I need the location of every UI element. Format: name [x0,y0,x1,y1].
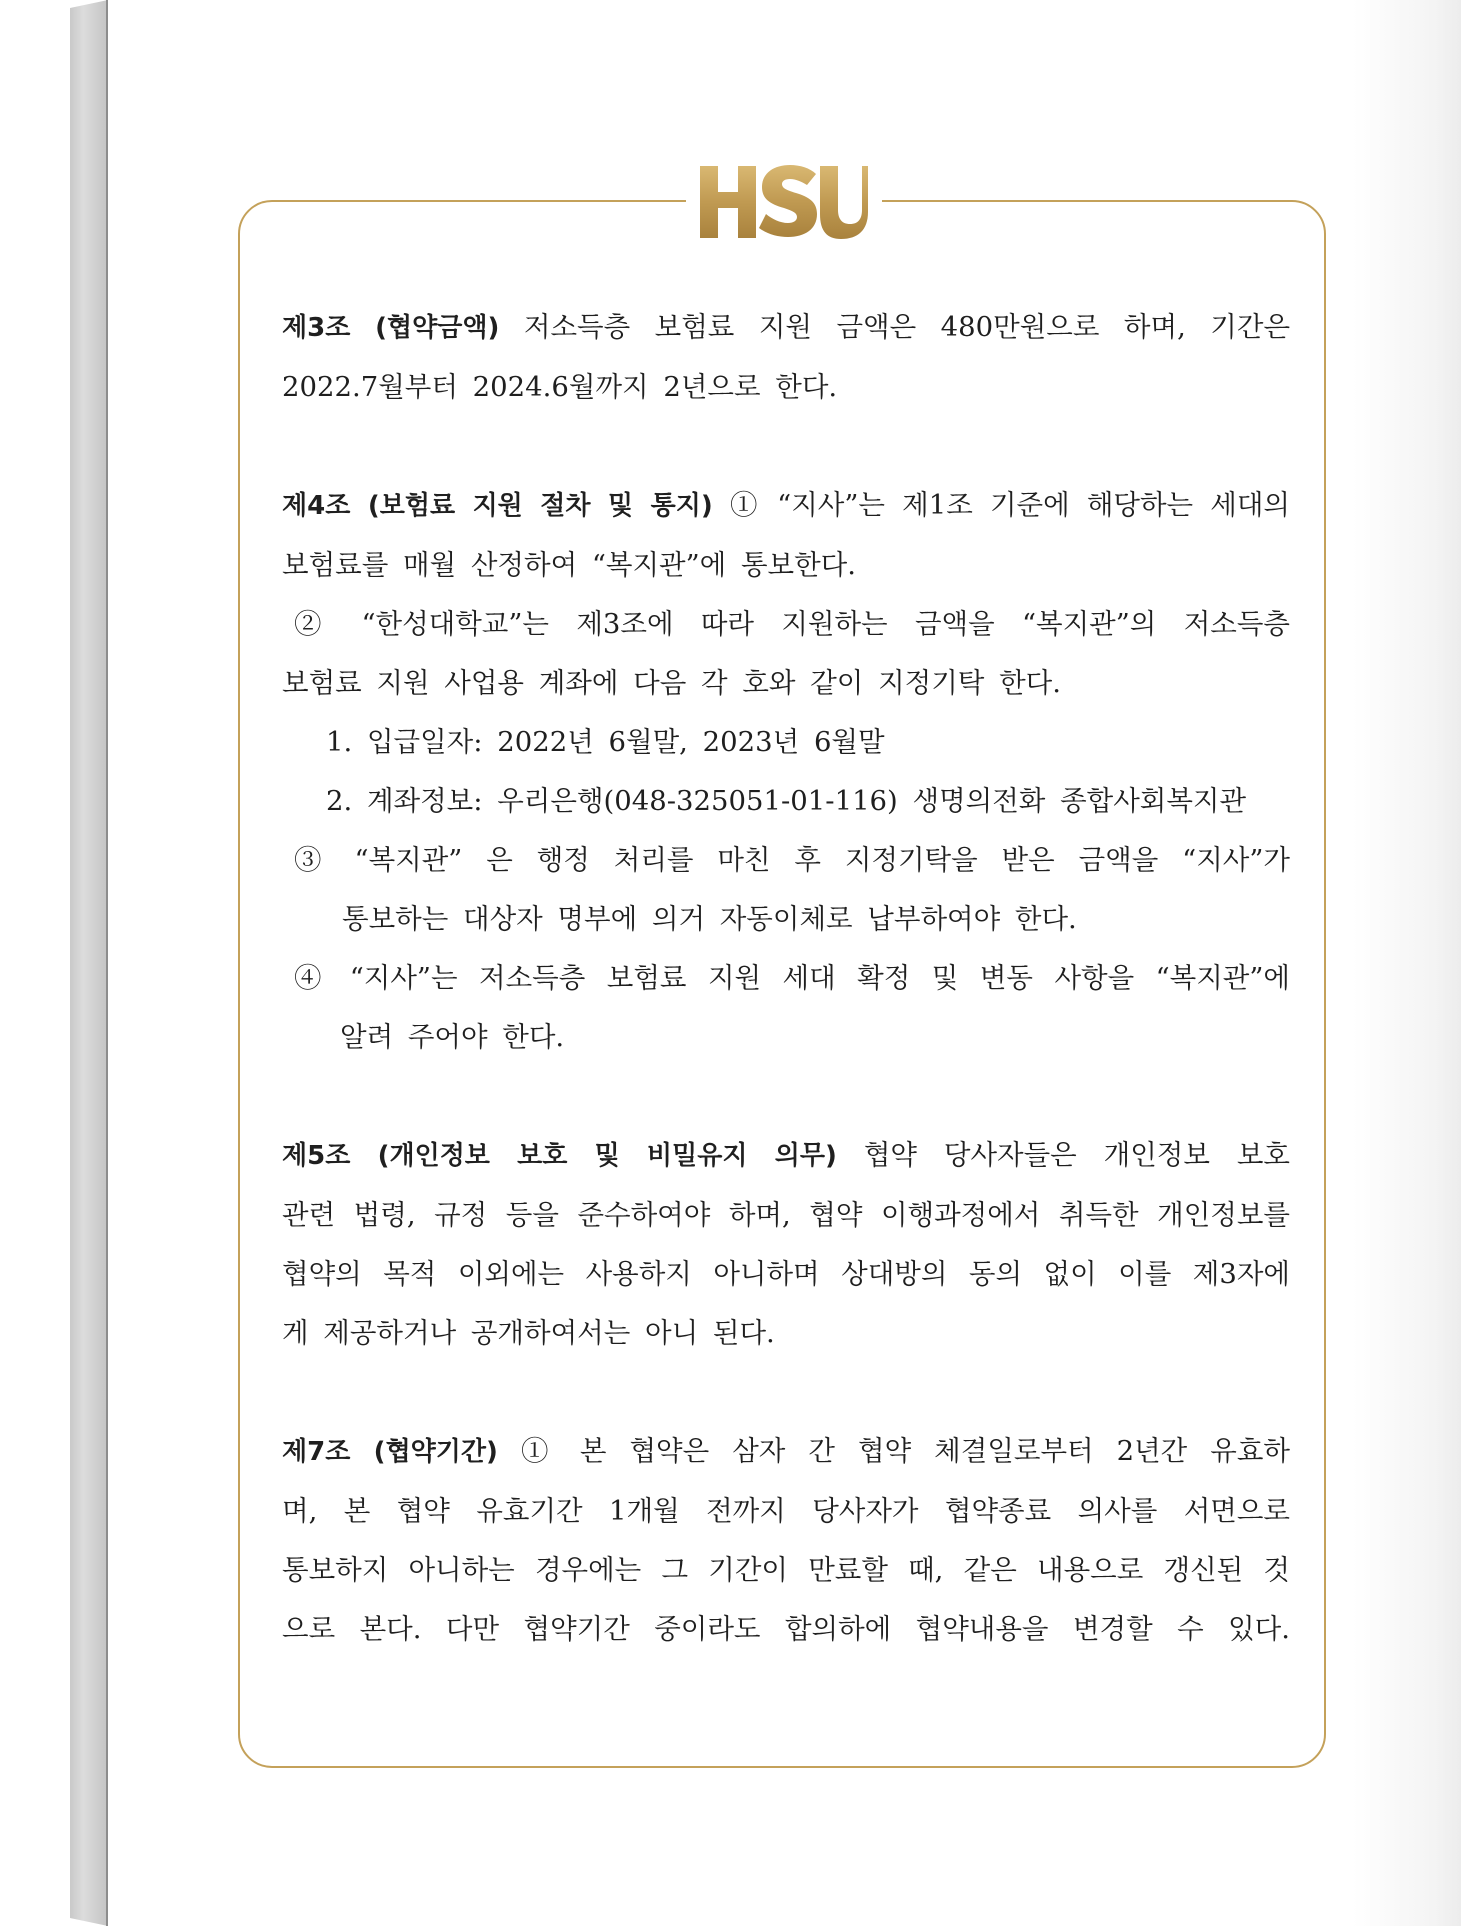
article4-p3-line1: ③ “복지관” 은 행정 처리를 마친 후 지정기탁을 받은 금액을 “지사”가 [294,844,1290,876]
article4-p2-line1: ② “한성대학교”는 제3조에 따라 지원하는 금액을 “복지관”의 저소득층 [294,608,1290,640]
article7-line4: 으로 본다. 다만 협약기간 중이라도 합의하에 협약내용을 변경할 수 있다. [282,1613,1290,1645]
article7-text: ① 본 협약은 삼자 간 협약 체결일로부터 2년간 유효하 [520,1435,1290,1467]
article4-p4-line1: ④ “지사”는 저소득층 보험료 지원 세대 확정 및 변동 사항을 “복지관”에 [294,962,1290,994]
hsu-logo [696,160,872,244]
article7-heading: 제7조 (협약기간) [282,1437,498,1467]
article3-text: 저소득층 보험료 지원 금액은 480만원으로 하며, 기간은 [523,311,1291,343]
article4-item2: 2. 계좌정보: 우리은행(048-325051-01-116) 생명의전화 종합사회복지관 [326,785,1247,817]
article5-heading: 제5조 (개인정보 보호 및 비밀유지 의무) [282,1141,837,1171]
article4-p2-line2: 보험료 지원 사업용 계좌에 다음 각 호와 같이 지정기탁 한다. [282,667,1061,699]
article3-heading: 제3조 (협약금액) [282,313,500,343]
article7-line3: 통보하지 아니하는 경우에는 그 기간이 만료할 때, 같은 내용으로 갱신된 것 [282,1554,1290,1586]
article4-text: ① “지사”는 제1조 기준에 해당하는 세대의 [729,489,1290,521]
article4-p4-line2: 알려 주어야 한다. [340,1021,565,1053]
article4-item1: 1. 입급일자: 2022년 6월말, 2023년 6월말 [326,726,885,758]
article4-line2: 보험료를 매월 산정하여 “복지관”에 통보한다. [282,549,856,581]
article4-heading: 제4조 (보험료 지원 절차 및 통지) [282,491,713,521]
article4-line1 [282,476,1290,536]
document-body [282,298,1290,1659]
page-edge [70,0,108,1926]
article3-line2: 2022.7월부터 2024.6월까지 2년으로 한다. [282,371,838,403]
article3-line1 [282,298,1290,358]
article5-line3: 협약의 목적 이외에는 사용하지 아니하며 상대방의 동의 없이 이를 제3자에 [282,1258,1290,1290]
article4-p3-line2: 통보하는 대상자 명부에 의거 자동이체로 납부하여야 한다. [342,903,1077,935]
article5-line2: 관련 법령, 규정 등을 준수하여야 하며, 협약 이행과정에서 취득한 개인정보를 [282,1199,1290,1231]
article7-line1 [282,1422,1290,1482]
article5-line1 [282,1126,1290,1186]
article5-line4: 게 제공하거나 공개하여서는 아니 된다. [282,1317,775,1349]
article5-text: 협약 당사자들은 개인정보 보호 [863,1139,1291,1171]
article7-line2: 며, 본 협약 유효기간 1개월 전까지 당사자가 협약종료 의사를 서면으로 [282,1495,1290,1527]
